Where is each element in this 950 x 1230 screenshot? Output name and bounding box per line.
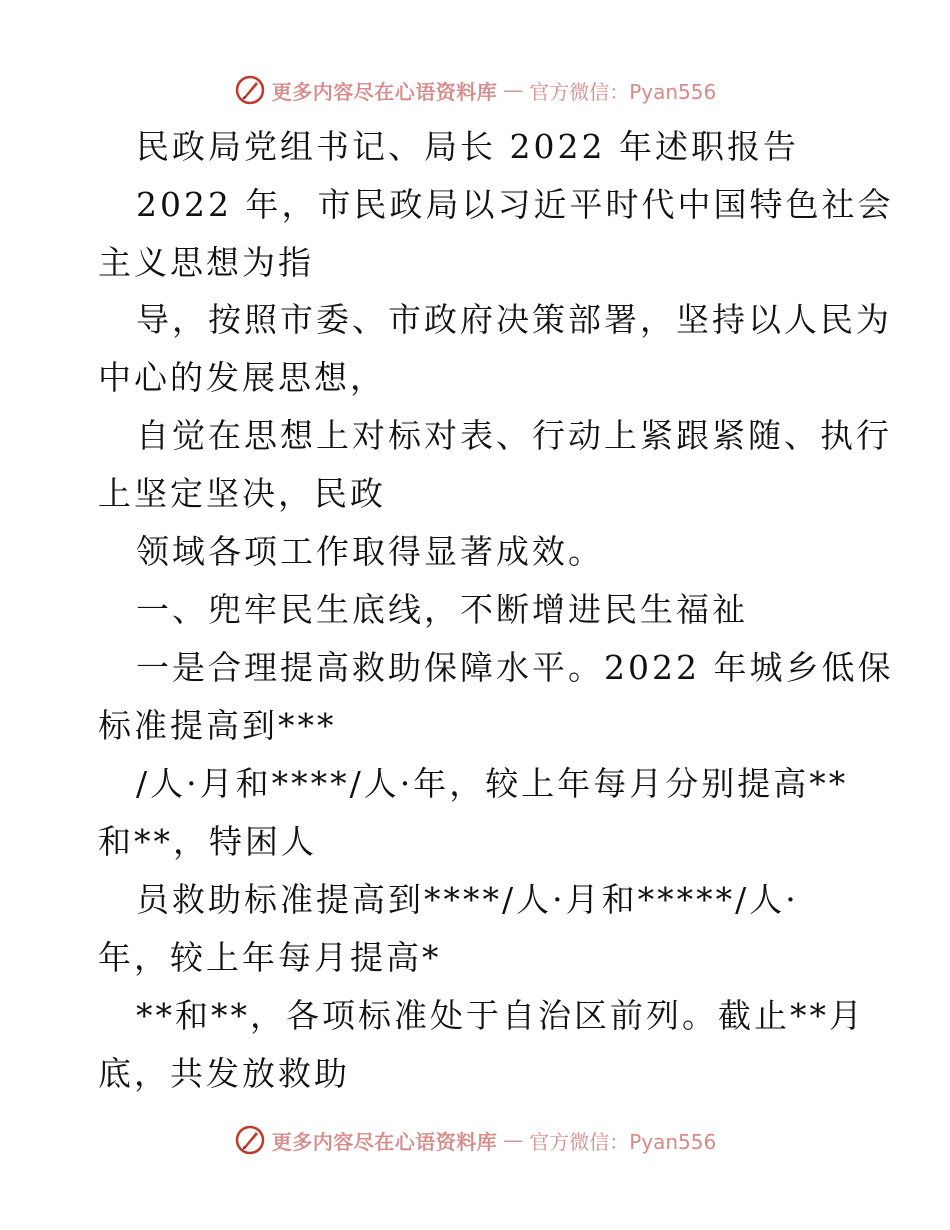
text-line: 2022 年，市民政局以习近平时代中国特色社会 — [136, 185, 894, 224]
footer-brand-text: 更多内容尽在心语资料库 — [271, 1129, 498, 1154]
text-line: 一是合理提高救助保障水平。2022 年城乡低保 — [136, 648, 894, 687]
text-line: 主义思想为指 — [98, 243, 314, 282]
text-line: **和**，各项标准处于自治区前列。截止**月 — [136, 996, 865, 1035]
header-wechat-text: 官方微信：Pyan556 — [529, 79, 717, 104]
text-line: 中心的发展思想， — [98, 358, 386, 397]
quill-pen-logo-icon — [234, 74, 266, 106]
footer-wechat-text: 官方微信：Pyan556 — [529, 1129, 717, 1154]
header-separator: — — [503, 78, 524, 102]
text-line: 底，共发放救助 — [98, 1054, 350, 1093]
text-line: 导，按照市委、市政府决策部署，坚持以人民为 — [136, 300, 892, 339]
report-title: 民政局党组书记、局长 2022 年述职报告 — [136, 127, 799, 166]
text-line: 自觉在思想上对标对表、行动上紧跟紧随、执行 — [136, 416, 892, 455]
text-line: 标准提高到*** — [98, 706, 337, 745]
text-line: 领域各项工作取得显著成效。 — [136, 532, 604, 571]
text-line: 和**，特困人 — [98, 822, 317, 861]
text-line: 上坚定坚决，民政 — [98, 474, 386, 513]
section-heading: 一、兜牢民生底线，不断增进民生福祉 — [136, 590, 748, 629]
text-line: /人·月和****/人·年，较上年每月分别提高** — [136, 764, 849, 803]
header-brand-text: 更多内容尽在心语资料库 — [271, 79, 498, 104]
header-watermark — [0, 70, 950, 110]
footer-separator: — — [503, 1128, 524, 1152]
footer-watermark — [0, 1120, 950, 1160]
text-line: 员救助标准提高到****/人·月和*****/人· — [136, 880, 799, 919]
text-line: 年，较上年每月提高* — [98, 938, 442, 977]
quill-pen-logo-icon — [234, 1124, 266, 1156]
